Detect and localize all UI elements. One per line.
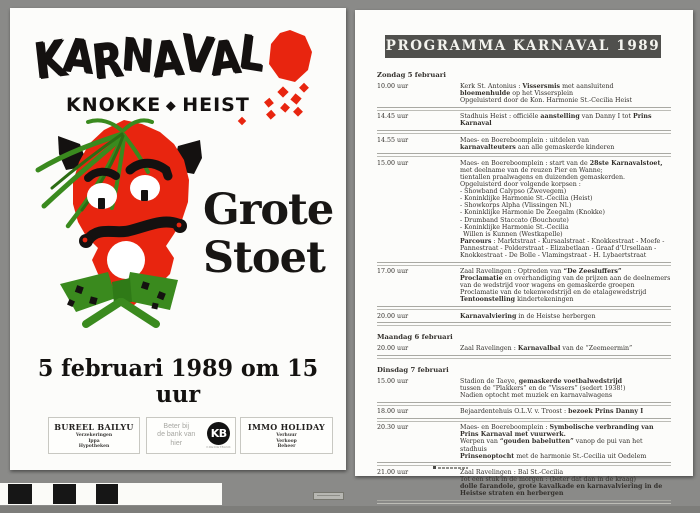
event-line: Opgeluisterd door volgende korpsen : [460, 181, 581, 189]
event-description [460, 113, 671, 127]
event-description [460, 313, 671, 320]
headline-line2: Stoet [203, 233, 325, 283]
schedule [377, 64, 671, 506]
row-separator [377, 130, 671, 134]
row-separator [377, 107, 671, 111]
ad-line: Verhuur [276, 433, 297, 438]
day-header: Maandag 6 februari [377, 333, 453, 342]
scan-scale-tab [313, 492, 344, 500]
event-time: 20.00 uur [377, 345, 409, 353]
event-line: Zaal Ravelingen : Optreden van “De Zeesluffers” [460, 268, 622, 276]
event-description [460, 160, 671, 259]
printer-mark-icon [433, 466, 436, 469]
event-line: - Drumband Staccato (Bouchoute) [460, 216, 569, 224]
ad-title: BUREEL BAILYU [54, 422, 134, 432]
event-line: Prins Karnaval met vuurwerk. [460, 431, 566, 439]
event-row [377, 137, 671, 151]
event-line: Proclamatie van de tekenwedstrijd en de etalagewedstrijd [460, 289, 647, 297]
event-time: 14.45 uur [377, 113, 409, 121]
event-line: Maes- en Boereboomplein : start van de 28ste Karnavalstoet, [460, 159, 663, 167]
day-header: Dinsdag 7 februari [377, 365, 449, 374]
diamond-separator-icon [166, 101, 176, 111]
ad-bureel-bailyu [48, 417, 140, 454]
row-separator [377, 153, 671, 157]
subtitle-heist: HEIST [182, 94, 250, 116]
poster-page [10, 8, 346, 470]
event-line: Parcours : Marktstraat - Kursaalstraat - Knokkestraat - Moefe - [460, 237, 665, 245]
event-description [460, 345, 671, 352]
poster-title: KARNAVAL [30, 24, 266, 91]
event-line: Maes- en Boereboomplein : uitdelen van [460, 136, 590, 144]
event-description [460, 378, 671, 399]
event-line: Stadion de Taeye, gemaskerde voetbalwedstrijd [460, 377, 623, 385]
event-line: - Koninklijke Harmonie St.-Cecilia (Heist) [460, 195, 593, 203]
event-row [377, 83, 671, 104]
ad-line: Verkoop [276, 438, 297, 444]
ad-immo-holiday [240, 417, 333, 454]
event-line: Bejaardentehuis O.L.V. v. Troost : bezoek Prins Danny I [460, 408, 644, 416]
event-line: bloemenhulde op het Vissersplein [460, 90, 574, 98]
ad-line: Ippa [88, 438, 100, 444]
row-separator [377, 322, 671, 326]
event-time: 15.00 uur [377, 159, 409, 167]
event-time: 20.00 uur [377, 312, 409, 320]
event-line: Opgeluisterd door de Kon. Harmonie St.-Cecilia Heist [460, 97, 632, 105]
confetti-decoration [235, 20, 335, 135]
event-line: - Koninklijke Harmonie St.-Cecilia [460, 223, 569, 231]
row-separator [377, 355, 671, 359]
event-description [460, 408, 671, 415]
poster-date: 5 februari 1989 om 15 uur [37, 355, 319, 408]
event-time: 15.00 uur [377, 377, 409, 385]
event-description [460, 137, 671, 151]
event-line: - Koninklijke Harmonie De Zeegalm (Knokke) [460, 209, 605, 217]
event-line: Tentoonstelling kindertekeningen [460, 296, 574, 304]
poster-subtitle [66, 96, 250, 115]
row-separator [377, 418, 671, 422]
event-line: karnavalteuters aan alle gemaskerde kinderen [460, 143, 615, 151]
event-row [377, 160, 671, 259]
event-line: - Showkorps Alpha (Vlissingen Nl.) [460, 202, 572, 210]
event-time: 17.00 uur [377, 268, 409, 276]
event-line: met deelname van de reuzen Pier en Wanne; [460, 166, 603, 174]
event-line: tussen de “Plakkers” en de “Vissers” (sedert 1938!) [460, 385, 626, 392]
event-line: Kerk St. Antonius : Vissersmis met aansluitend [460, 83, 614, 91]
kb-slogan: Beter bij de bank van hier [157, 422, 196, 447]
program-banner: PROGRAMMA KARNAVAL 1989 [385, 35, 661, 58]
event-line: Proclamatie en overhandiging van de prijzen aan de deelnemers [460, 275, 671, 283]
event-description [460, 268, 671, 303]
calibration-square [53, 484, 76, 504]
row-separator [377, 402, 671, 406]
day-header: Zondag 5 februari [377, 71, 446, 79]
event-line: tientallen praalwagens en duizenden gemaskerden. [460, 173, 626, 181]
event-line: Prinsenoptocht met de harmonie St.-Cecilia uit Oedelem [460, 452, 647, 460]
event-line: Willen is Kunnen (Westkapelle) [460, 230, 563, 238]
event-line: Stadhuis Heist : officiële aanstelling van Danny I tot Prins Karnaval [460, 113, 652, 128]
event-description [460, 83, 671, 104]
event-line: Werpen van “gouden babelutten” vanop de pui van het stadhuis [460, 438, 643, 453]
event-line: Maes- en Boereboomplein : Symbolische verbranding van [460, 424, 654, 432]
event-line: Zaal Ravelingen : Karnavalbal van de “Zeemeermin” [460, 345, 633, 353]
ad-title: IMMO HOLIDAY [247, 422, 326, 432]
ad-kredietbank [146, 417, 236, 454]
event-line: Knokkestraat - De Bolle - Vlamingstraat - H. Lybaertstraat [460, 251, 647, 259]
event-line: - Showband Calypso (Zwevegem) [460, 188, 567, 196]
devil-illustration [28, 114, 208, 329]
poster-headline [203, 186, 333, 282]
event-time: 20.30 uur [377, 424, 409, 432]
scan-edge-shadow [0, 506, 700, 513]
calibration-square [96, 484, 118, 504]
headline-line1: Grote [203, 185, 334, 235]
event-row [377, 408, 671, 415]
event-row [377, 268, 671, 303]
subtitle-knokke: KNOKKE [66, 94, 162, 116]
ad-line: Beheer [277, 444, 296, 450]
event-time: 21.00 uur [377, 468, 409, 476]
event-line: Karnavalviering in de Heistse herbergen [460, 312, 596, 320]
event-row [377, 378, 671, 399]
event-time: 14.55 uur [377, 136, 409, 144]
event-row [377, 313, 671, 320]
event-row [377, 345, 671, 352]
event-description [460, 469, 671, 497]
printer-credit-mark [433, 466, 468, 469]
row-separator [377, 500, 671, 504]
row-separator [377, 306, 671, 310]
event-line: Heistse straten en herbergen [460, 490, 564, 498]
event-time: 10.00 uur [377, 83, 409, 91]
event-line: Zaal Ravelingen : Bal St.-Cecilia [460, 468, 564, 476]
ad-line: Hypotheken [78, 444, 110, 450]
event-row [377, 424, 671, 459]
event-line: van de wedstrijd voor wagens en gemaskerde groepen [460, 282, 635, 290]
calibration-square [8, 484, 32, 504]
kb-logo-subtext: KREDIETBANK [206, 445, 231, 449]
event-time: 18.00 uur [377, 408, 409, 416]
calibration-strip [0, 483, 222, 505]
ad-line: Verzekeringen [75, 433, 113, 438]
program-page [355, 10, 693, 498]
event-row [377, 113, 671, 127]
event-line: Nadien optocht met muziek en karnavalwagens [460, 392, 613, 400]
event-description [460, 424, 671, 459]
row-separator [377, 462, 671, 466]
event-line: dolle farandole, grote kavalkade en karnavalviering in de [460, 482, 663, 490]
event-line: Pannestraat - Polderstraat - Elizabetlaan - Graaf d'Ursellaan - [460, 244, 657, 252]
row-separator [377, 262, 671, 266]
event-line: Tot een stuk in de morgen : (beter dat dan in de kraag) [460, 475, 637, 483]
event-row [377, 469, 671, 497]
kb-logo-icon: KB [207, 422, 230, 445]
